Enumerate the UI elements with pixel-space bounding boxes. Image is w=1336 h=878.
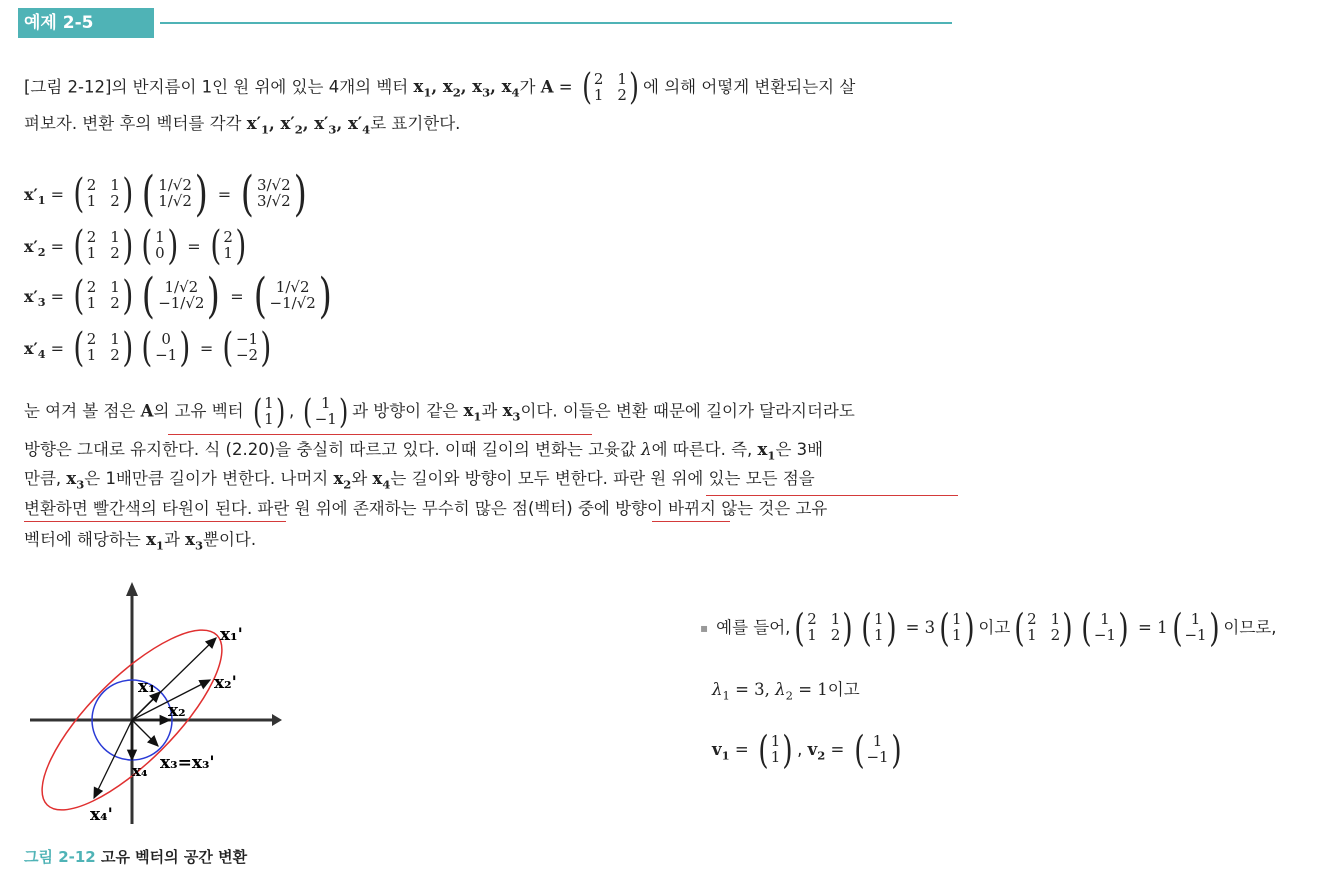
text: 에 따른다. 즉, [651,440,758,459]
text: 과 [163,530,186,549]
para2-line4: 변환하면 빨간색의 타원이 된다. 파란 원 위에 존재하는 무수히 많은 점(벡터) 중에 방향이 바뀌지 않는 것은 고유 [24,499,828,518]
math-A: A [540,77,554,97]
para2-line5: 벡터에 해당하는 $x_1$과 $x_3$뿐이다. [24,530,257,553]
text: 는 길이와 방향이 모두 변한다. 파란 원 위에 있는 모든 점을 [390,469,815,488]
equation-x2: $x'_2$ = ( 2 1 1 2 ) ( 1 0 ) = ( 2 1 ) [24,223,247,269]
label-x4: x₄ [132,762,148,780]
text: 만큼, [24,469,67,488]
underline-3 [24,521,286,522]
label-x1: x₁ [138,677,156,697]
text: 과 방향이 같은 [352,401,464,421]
label-x1p: x₁' [220,625,243,645]
text: 의 고유 벡터 [153,401,249,421]
para2-line3: 만큼, $x_3$은 1배만큼 길이가 변한다. 나머지 $x_2$와 $x_4$는 길이와 방향이 모두 변한다. 파란 원 위에 있는 모든 점을 [24,469,815,492]
equation-x3: $x'_3$ = ( 2 1 1 2 ) ( 1/√2 −1/√2 ) = ( 1/√2 −1/√2 ) [24,268,332,324]
side-line3: $v_1$ = ( 1 1 ) , $v_2$ = ( 1 −1 ) [712,727,902,772]
text: 벡터에 해당하는 [24,530,147,549]
text: 이고 [827,680,860,699]
side-line1: ▪ 예를 들어, ( 2 1 1 2 ) ( 1 1 ) = 3 ( 1 1 ) 이고 ( 2 1 1 2 ) ( 1 −1 ) = 1 ( 1 −1 ) 이므로, [700,605,1277,650]
text: 뿐이다. [203,530,257,549]
example-heading: 예제 2-5 [18,8,154,38]
text: 로 표기한다. [370,114,461,133]
para2-line1: 눈 여겨 볼 점은 A의 고유 벡터 ( 1 1 ) , ( 1 −1 ) 과 방향이 같은 $x_1$과 $x_3$이다. 이들은 변환 때문에 길이가 달라지더라도 [24,391,855,432]
equation-x1: $x'_1$ = ( 2 1 1 2 ) ( 1/√2 1/√2 ) = ( 3/√2 3/√2 ) [24,166,307,222]
text: 눈 여겨 볼 점은 [24,401,141,421]
text: 예를 들어, [716,617,791,637]
text: 방향은 그대로 유지한다. 식 (2.20)을 충실히 따르고 있다. 이때 길이의 변화는 고윳값 [24,440,642,459]
caption-number: 그림 2-12 [24,848,96,866]
eigenvector-figure [20,574,290,836]
underline-2 [706,495,958,496]
underline-4 [652,521,730,522]
math-vectors-prime: $x'_1$, $x'_2$, $x'_3$, $x'_4$ [246,114,371,137]
figure-caption [24,846,247,867]
math-vectors: $x_1$, $x_2$, $x_3$, $x_4$ [413,77,520,100]
text: 이고 [978,617,1011,637]
text: [그림 2-12]의 반지름이 1인 원 위에 있는 4개의 벡터 [24,77,414,97]
matrix-A: ( 2 1 1 2 ) [581,66,639,108]
text: 가 [519,77,541,97]
para2-line2: 방향은 그대로 유지한다. 식 (2.20)을 충실히 따르고 있다. 이때 길이의 변화는 고윳값 λ에 따른다. 즉, $x_1$은 3배 [24,440,824,463]
para1-line2 [24,110,460,138]
label-x2p: x₂' [214,673,237,693]
bullet-icon: ▪ [700,620,709,635]
label-x3: x₃=x₃' [160,753,215,773]
label-x2: x₂ [168,701,186,721]
text: 은 3배 [775,440,824,459]
text: 에 의해 어떻게 변환되는지 살 [643,77,856,97]
equation-x4: $x'_4$ = ( 2 1 1 2 ) ( 0 −1 ) = ( −1 −2 ) [24,325,272,371]
text: 은 1배만큼 길이가 변한다. 나머지 [84,469,334,488]
side-line2: $\lambda_1 = 3$, $\lambda_2 = 1$이고 [712,680,860,703]
text: 과 [481,401,503,421]
text: 이다. 이들은 변환 때문에 길이가 달라지더라도 [520,401,855,421]
text: 펴보자. 변환 후의 벡터를 각각 [24,114,247,133]
underline-1 [168,434,592,435]
text: 이므로, [1223,617,1277,637]
label-x4p: x₄' [90,805,113,825]
text: 와 [351,469,373,488]
heading-rule [160,22,952,24]
caption-title: 고유 벡터의 공간 변환 [100,848,248,866]
para1-line1: [그림 2-12]의 반지름이 1인 원 위에 있는 4개의 벡터 $x_1$, $x_2$, $x_3$, $x_4$가 A = ( 2 1 1 2 ) 에 의해 어떻게 변환되는지 살 [24,66,856,108]
